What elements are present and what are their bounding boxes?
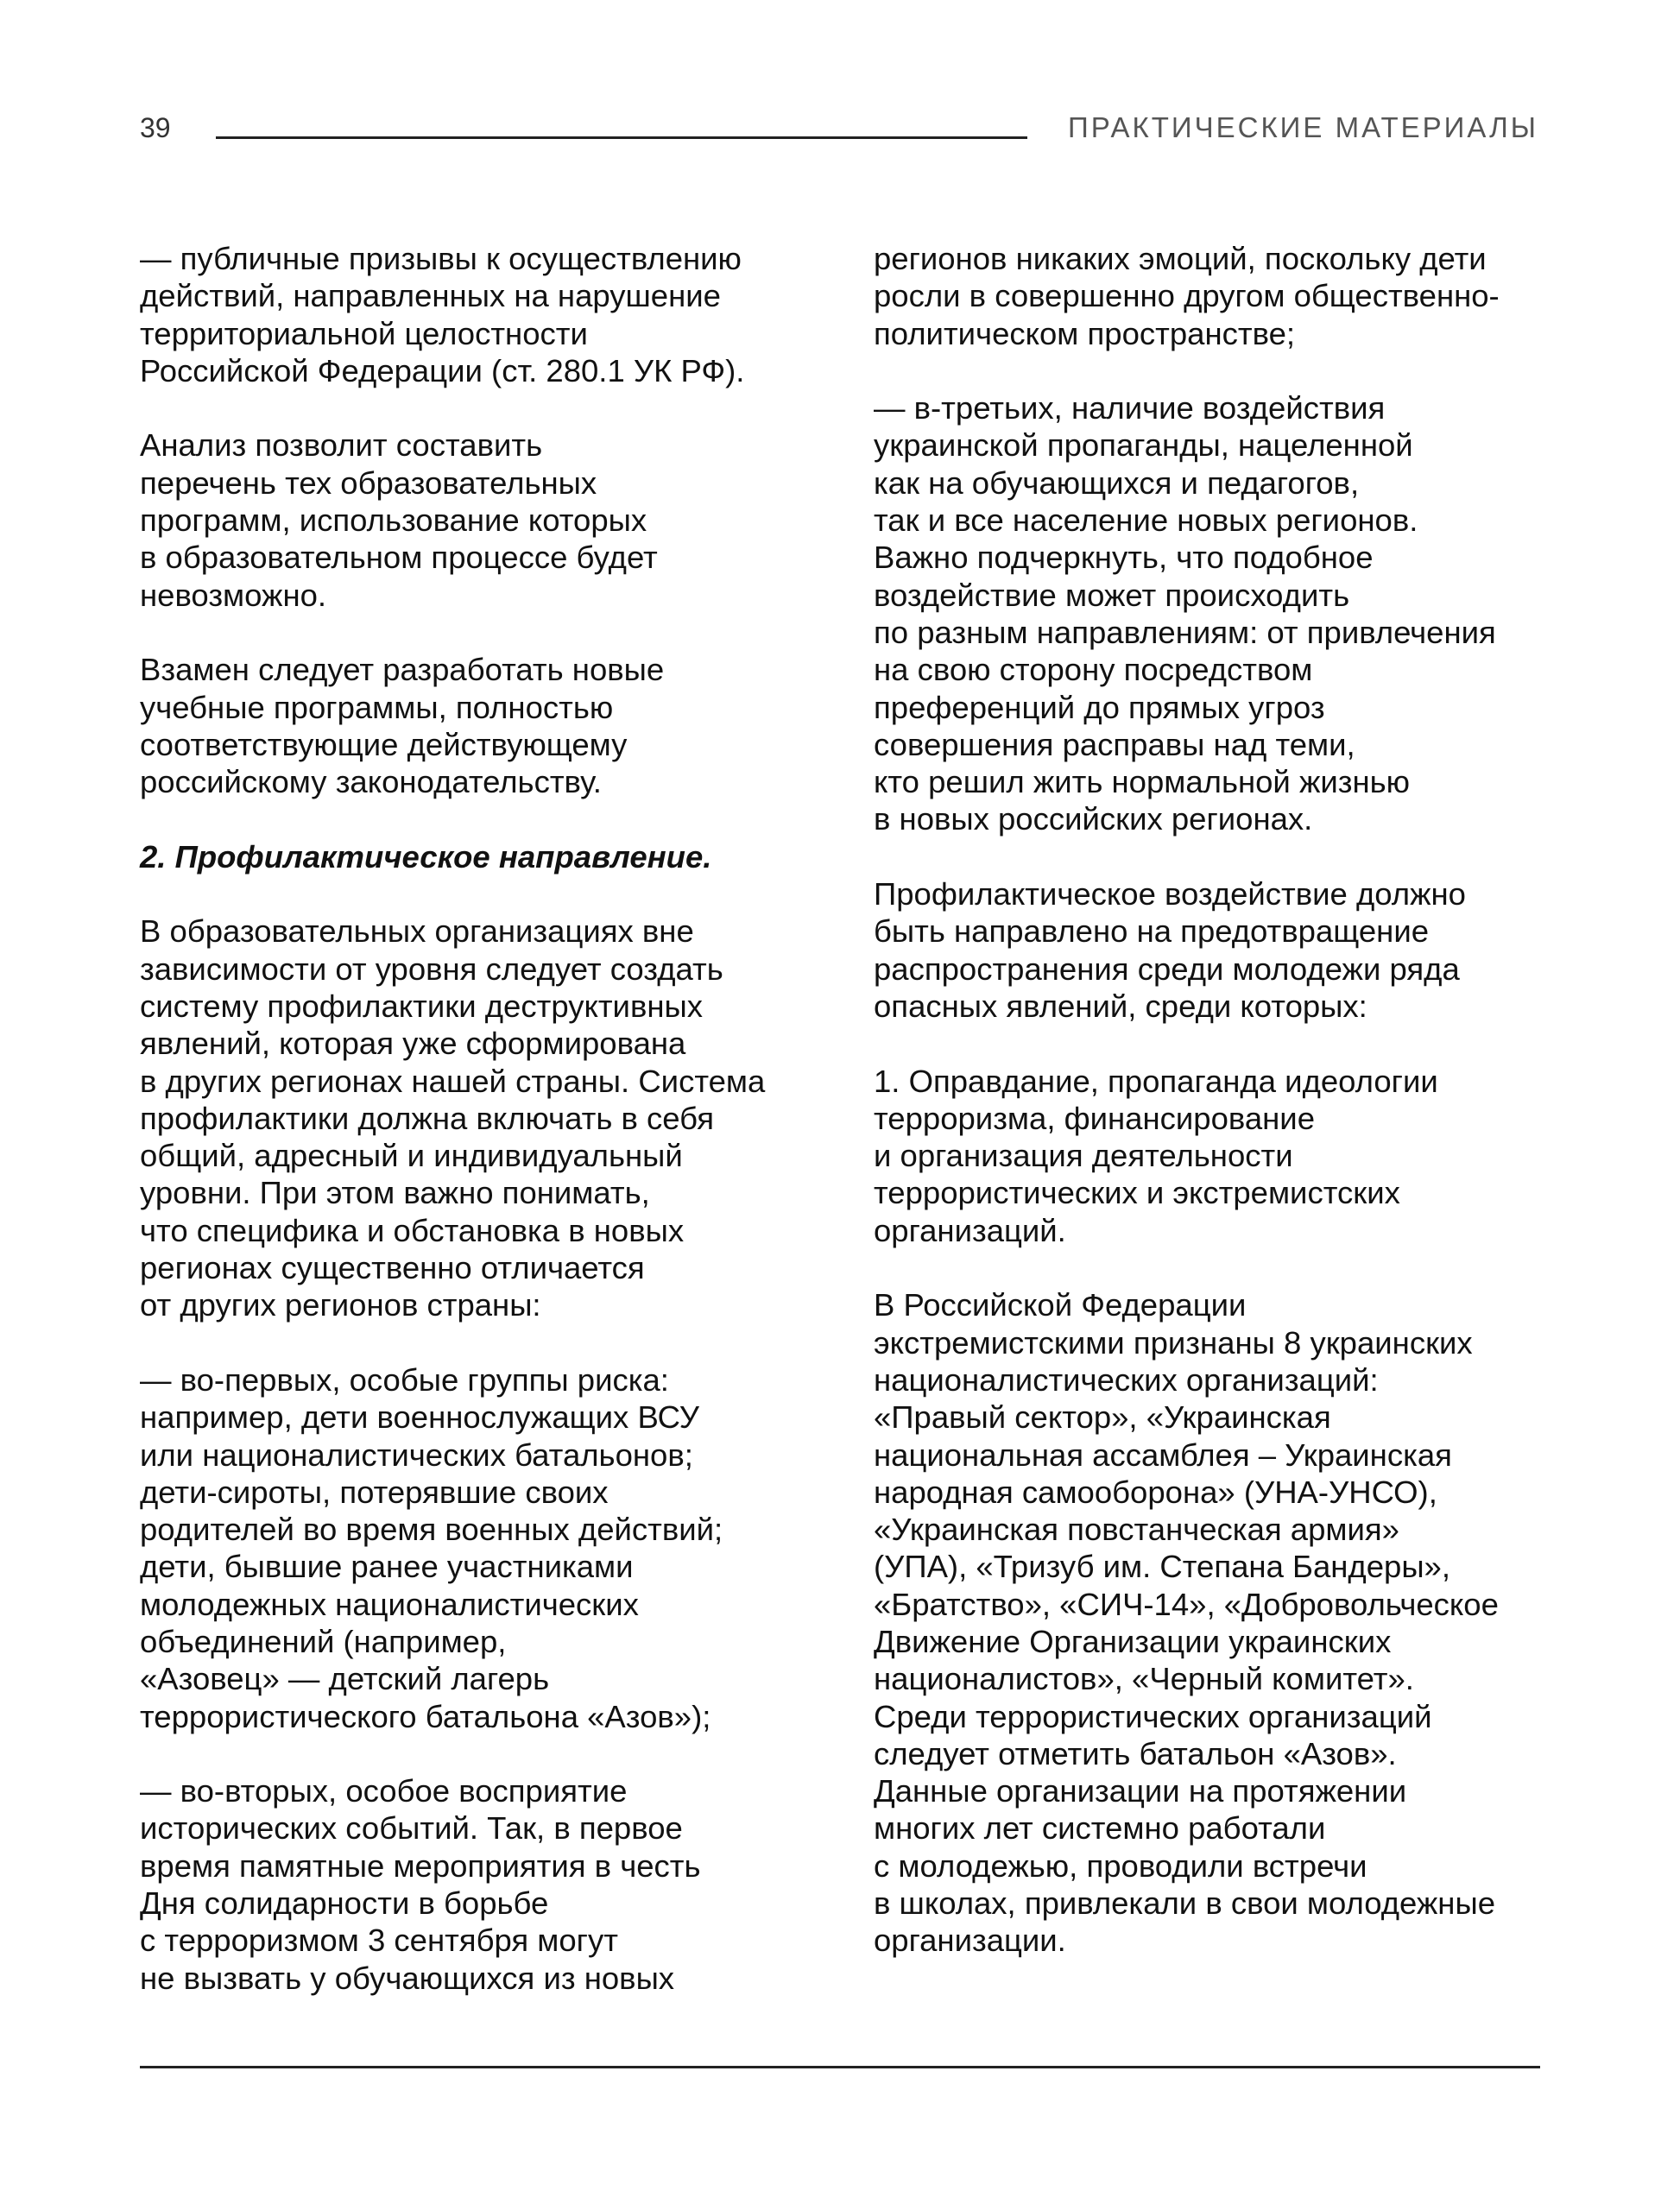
left-column <box>140 240 848 2034</box>
text-line: Профилактическое воздействие должно <box>874 876 1466 912</box>
text-line: зависимости от уровня следует создать <box>140 950 723 987</box>
paragraph <box>140 426 848 613</box>
text-line: в других регионах нашей страны. Система <box>140 1063 766 1099</box>
text-line: в новых российских регионах. <box>874 801 1313 837</box>
text-line: В Российской Федерации <box>874 1287 1247 1323</box>
text-line: многих лет системно работали <box>874 1810 1326 1847</box>
text-line: росли в совершенно другом общественно- <box>874 278 1500 314</box>
text-line: следует отметить батальон «Азов». <box>874 1735 1397 1771</box>
text-line: распространения среди молодежи ряда <box>874 950 1460 987</box>
paragraph <box>874 389 1582 838</box>
page-number: 39 <box>140 112 171 143</box>
text-line: соответствующие действующему <box>140 726 628 762</box>
text-line: время памятные мероприятия в честь <box>140 1847 701 1884</box>
section-title: ПРАКТИЧЕСКИЕ МАТЕРИАЛЫ <box>1067 111 1538 143</box>
text-line: Среди террористических организаций <box>874 1698 1432 1734</box>
text-line: с молодежью, проводили встречи <box>874 1847 1367 1884</box>
paragraph <box>874 1286 1582 1959</box>
text-line: учебные программы, полностью <box>140 689 614 725</box>
text-line: перечень тех образовательных <box>140 464 597 501</box>
text-line: что специфика и обстановка в новых <box>140 1212 685 1248</box>
text-line: дети-сироты, потерявшие своих <box>140 1474 609 1510</box>
text-line: уровни. При этом важно понимать, <box>140 1175 650 1211</box>
text-line: Важно подчеркнуть, что подобное <box>874 540 1374 576</box>
text-line: совершения расправы над теми, <box>874 726 1355 762</box>
text-line: регионах существенно отличается <box>140 1250 645 1286</box>
text-line: действий, направленных на нарушение <box>140 278 721 314</box>
text-line: — во-вторых, особое восприятие <box>140 1773 628 1809</box>
text-line: по разным направлениям: от привлечения <box>874 614 1496 650</box>
text-line: воздействие может происходить <box>874 577 1350 613</box>
text-line: экстремистскими признаны 8 украинских <box>874 1324 1473 1361</box>
paragraph <box>140 1361 848 1735</box>
text-line: молодежных националистических <box>140 1586 639 1622</box>
text-line: «Правый сектор», «Украинская <box>874 1399 1331 1436</box>
text-line: украинской пропаганды, нацеленной <box>874 427 1413 464</box>
text-line: на свою сторону посредством <box>874 652 1313 688</box>
text-line: Взамен следует разработать новые <box>140 652 665 688</box>
paragraph <box>140 651 848 800</box>
text-line: политическом пространстве; <box>874 315 1296 351</box>
text-line: исторических событий. Так, в первое <box>140 1810 683 1847</box>
text-line: народная самооборона» (УНА-УНСО), <box>874 1474 1437 1510</box>
paragraph <box>874 1063 1582 1249</box>
paragraph <box>874 875 1582 1025</box>
text-line: 2. Профилактическое направление. <box>140 838 712 875</box>
text-line: от других регионов страны: <box>140 1287 541 1323</box>
text-line: или националистических батальонов; <box>140 1436 693 1473</box>
text-line: в школах, привлекали в свои молодежные <box>874 1885 1496 1922</box>
text-line: явлений, которая уже сформирована <box>140 1026 686 1062</box>
text-line: программ, использование которых <box>140 502 647 539</box>
text-line: дети, бывшие ранее участниками <box>140 1549 634 1585</box>
text-line: в образовательном процессе будет <box>140 540 658 576</box>
text-line: объединений (например, <box>140 1623 507 1659</box>
paragraph <box>140 240 848 389</box>
text-line: преференций до прямых угроз <box>874 689 1325 725</box>
text-line: не вызвать у обучающихся из новых <box>140 1960 675 1996</box>
text-line: Дня солидарности в борьбе <box>140 1885 549 1922</box>
text-line: территориальной целостности <box>140 315 588 351</box>
paragraph <box>140 912 848 1323</box>
text-line: — в-третьих, наличие воздействия <box>874 390 1386 426</box>
text-line: В образовательных организациях вне <box>140 913 694 950</box>
right-column <box>874 240 1582 1997</box>
text-line: общий, адресный и индивидуальный <box>140 1138 683 1174</box>
text-line: Данные организации на протяжении <box>874 1773 1407 1809</box>
text-line: террористических и экстремистских <box>874 1175 1400 1211</box>
text-line: и организация деятельности <box>874 1138 1293 1174</box>
text-line: профилактики должна включать в себя <box>140 1100 715 1136</box>
text-line: кто решил жить нормальной жизнью <box>874 764 1411 800</box>
text-line: с терроризмом 3 сентября могут <box>140 1923 618 1959</box>
text-line: «Братство», «СИЧ-14», «Добровольческое <box>874 1586 1499 1622</box>
text-line: националистических организаций: <box>874 1361 1379 1398</box>
text-line: российскому законодательству. <box>140 764 602 800</box>
footer-rule <box>140 2066 1540 2068</box>
paragraph <box>874 240 1582 352</box>
text-line: терроризма, финансирование <box>874 1100 1315 1136</box>
text-line: «Украинская повстанческая армия» <box>874 1512 1399 1548</box>
text-line: организации. <box>874 1923 1066 1959</box>
text-line: Движение Организации украинских <box>874 1623 1392 1659</box>
text-line: невозможно. <box>140 577 327 613</box>
text-line: регионов никаких эмоций, поскольку дети <box>874 241 1487 276</box>
text-line: 1. Оправдание, пропаганда идеологии <box>874 1063 1438 1099</box>
text-line: Российской Федерации (ст. 280.1 УК РФ). <box>140 352 745 388</box>
text-line: — публичные призывы к осуществлению <box>140 241 742 276</box>
text-line: организаций. <box>874 1212 1066 1248</box>
text-line: национальная ассамблея – Украинская <box>874 1436 1452 1473</box>
text-line: — во-первых, особые группы риска: <box>140 1361 669 1398</box>
section-subheading <box>140 838 848 875</box>
text-line: родителей во время военных действий; <box>140 1512 723 1548</box>
text-line: «Азовец» — детский лагерь <box>140 1661 550 1697</box>
text-line: быть направлено на предотвращение <box>874 913 1430 950</box>
text-line: систему профилактики деструктивных <box>140 988 703 1024</box>
text-line: террористического батальона «Азов»); <box>140 1698 711 1734</box>
text-line: как на обучающихся и педагогов, <box>874 464 1360 501</box>
text-line: например, дети военнослужащих ВСУ <box>140 1399 699 1436</box>
header-rule <box>216 136 1027 139</box>
text-line: националистов», «Черный комитет». <box>874 1661 1414 1697</box>
text-line: опасных явлений, среди которых: <box>874 988 1367 1024</box>
paragraph <box>140 1772 848 1997</box>
text-line: (УПА), «Тризуб им. Степана Бандеры», <box>874 1549 1450 1585</box>
text-line: Анализ позволит составить <box>140 427 543 464</box>
text-line: так и все население новых регионов. <box>874 502 1418 539</box>
